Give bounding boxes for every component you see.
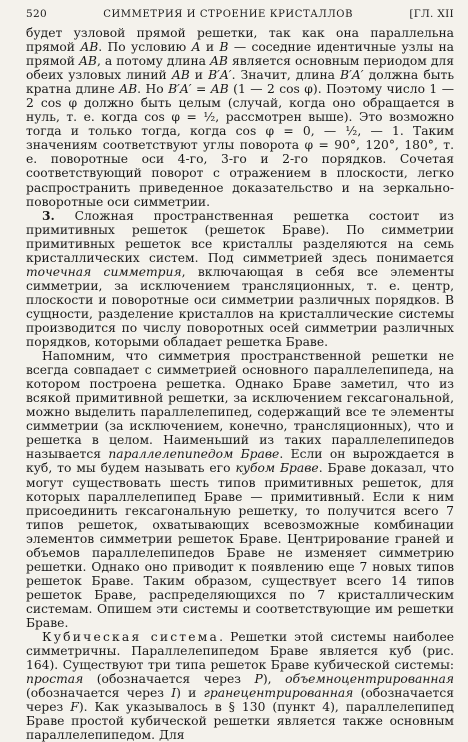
chapter-label: [ГЛ. XII bbox=[409, 8, 454, 20]
paragraph bbox=[26, 209, 454, 349]
paragraph bbox=[26, 26, 454, 209]
text-run: (обозначается через bbox=[26, 686, 454, 715]
text-run: (1 — 2 cos φ). Поэтому число 1 — 2 cos φ должно быть целым (случай, когда оно обращается в нуль, т. е. когда cos φ = ½, рассмотрен выше). Это возможно тогда и только тогда, когда cos φ = 0, — ½, — 1. Таким значениям соответствуют углы поворота φ = 90°, 120°, 180°, т. е. поворотные оси 4-го, 3-го и 2-го порядков. Сочетая соответствующий поворот с отражением в плоскости, легко распространить приведенное доказательство и на зеркально-поворотные оси симметрии. bbox=[26, 82, 455, 209]
paragraph bbox=[26, 349, 454, 630]
text-run: ). Как указывалось в § 130 (пункт 4), параллелепипед Браве простой кубической решетки является также основным параллелепипедом. Для bbox=[26, 700, 454, 742]
text-run: точечная симметрия bbox=[26, 264, 182, 279]
text-run: . Если он вырождается в куб, то мы будем называть его bbox=[26, 447, 454, 476]
text-run: . Но bbox=[137, 82, 169, 97]
text-run: гранецентрированная bbox=[203, 686, 354, 701]
text-run: 3. bbox=[42, 207, 55, 223]
text-run: AB bbox=[79, 54, 97, 69]
text-run: и bbox=[200, 40, 220, 55]
text-run: . По условию bbox=[98, 40, 192, 55]
text-run: I bbox=[171, 686, 177, 701]
text-run: будет узловой прямой решетки, так как она параллельна прямой bbox=[26, 26, 454, 55]
text-run: AB bbox=[80, 40, 99, 55]
page-number: 520 bbox=[26, 8, 47, 20]
text-run: . Значит, длина bbox=[231, 68, 341, 83]
text-run: Сложная пространственная решетка состоит из примитивных решеток (решеток Браве). По симметрии примитивных решеток все кристаллы разделяются на семь кристаллических систем. Под симметрией здесь понимается bbox=[26, 208, 454, 265]
text-run: объемноцентрированная bbox=[285, 672, 454, 687]
text-run: ) и bbox=[176, 686, 204, 701]
text-run: является основным периодом для обеих узловых линий bbox=[26, 54, 454, 83]
text-run: параллелепипедом Браве bbox=[108, 447, 280, 462]
text-run: и bbox=[189, 68, 209, 83]
text-run: (обозначается через bbox=[83, 672, 255, 687]
text-run: простая bbox=[26, 672, 84, 687]
running-header bbox=[26, 8, 454, 20]
text-run: B′A′ = AB bbox=[168, 82, 229, 97]
text-run: , а потому длина bbox=[96, 54, 210, 69]
text-run: должна быть кратна длине bbox=[26, 68, 455, 97]
body-text bbox=[26, 26, 454, 742]
text-run: , включающая в себя все элементы симметрии, за исключением трансляционных, т. е. центр, плоскости и поворотные оси симметрии различных порядков. В сущности, разделение кристаллов на кристаллические системы производится по числу поворотных осей симметрии различных порядков, которыми обладает решетка Браве. bbox=[26, 264, 454, 350]
paragraph bbox=[26, 630, 454, 742]
text-run: Напомним, что симметрия пространственной решетки не всегда совпадает с симметрией основного параллелепипеда, на котором построена решетка. Однако Браве заметил, что из всякой примитивной решетки, за исключением гексагональной, можно выделить параллелепипед, содержащий все те элементы симметрии (за исключением, конечно, трансляционных), что и решетка в целом. Наименьший из таких параллелепипедов называется bbox=[26, 349, 454, 462]
text-run: F bbox=[70, 700, 79, 715]
text-run: (обозначается через bbox=[26, 686, 172, 701]
text-run: B bbox=[219, 40, 229, 55]
running-title: СИММЕТРИЯ И СТРОЕНИЕ КРИСТАЛЛОВ bbox=[103, 9, 354, 20]
text-run: AB bbox=[171, 68, 190, 83]
text-run: ), bbox=[262, 672, 286, 687]
text-run: B′A′ bbox=[340, 68, 364, 83]
text-run: AB bbox=[119, 82, 138, 97]
text-run: A bbox=[191, 40, 201, 55]
text-run: . Браве доказал, что могут существовать шесть типов примитивных решеток, для которых параллелепипед Браве — примитивный. Если к ним присоединить гексагональную решетку, то получится всего 7 типов решеток, охватывающих всевозможные комбинации элементов симметрии решеток Браве. Центрирование граней и объемов параллелепипедов Браве не изменяет симметрию решетки. Однако оно приводит к появлению еще 7 новых типов решеток Браве. Таким образом, существует всего 14 типов решеток Браве, распределяющихся по 7 кристаллическим системам. Опишем эти системы и соответствующие им решетки Браве. bbox=[26, 461, 454, 630]
text-run: кубом Браве bbox=[235, 461, 319, 476]
text-run: P bbox=[254, 672, 263, 687]
text-run: . Решетки этой системы наиболее симметричны. Параллелепипедом Браве является куб (рис. 164). Существуют три типа решеток Браве кубической системы: bbox=[26, 630, 455, 673]
text-run: B′A′ bbox=[208, 68, 232, 83]
text-run: — соседние идентичные узлы на прямой bbox=[26, 40, 454, 69]
text-run: AB bbox=[210, 54, 228, 69]
text-run: Кубическая система bbox=[42, 630, 220, 645]
